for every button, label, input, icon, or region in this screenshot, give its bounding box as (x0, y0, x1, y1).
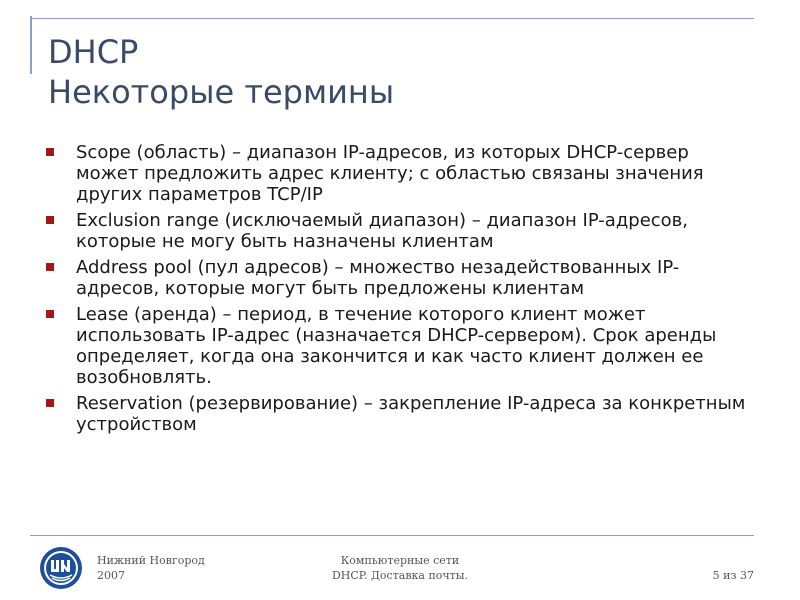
footer-course (300, 553, 500, 583)
square-bullet-icon (46, 310, 54, 318)
footer-course-name: Компьютерные сети (340, 554, 460, 567)
bullet-text: Exclusion range (исключаемый диапазон) – диапазон IP-адресов, которые не могу быть назначены клиентам (76, 210, 689, 252)
footer-lecture-topic: DHCP. Доставка почты. (331, 569, 469, 582)
university-logo-icon (39, 546, 83, 590)
bullet-item (42, 257, 752, 299)
square-bullet-icon (46, 216, 54, 224)
bullet-item (42, 210, 752, 252)
bullet-list (42, 142, 752, 440)
bullet-item (42, 304, 752, 388)
title-line-2: Некоторые термины (48, 73, 395, 111)
bullet-text: Lease (аренда) – период, в течение которого клиент может использовать IP-адрес (назначается DHCP-сервером). Срок аренды определяет, когда она закончится и как часто клиент должен ее возобновлять. (76, 304, 717, 388)
bullet-item (42, 393, 752, 435)
title-line-1: DHCP (48, 33, 139, 71)
bullet-text: Reservation (резервирование) – закрепление IP-адреса за конкретным устройством (76, 393, 746, 435)
square-bullet-icon (46, 148, 54, 156)
title-accent-rule (30, 16, 32, 74)
top-divider (30, 18, 754, 19)
footer-divider (30, 535, 754, 536)
footer-city: Нижний Новгород (97, 554, 205, 567)
slide-title (48, 32, 394, 112)
footer-location-year (97, 553, 205, 583)
page-number: 5 из 37 (712, 569, 754, 582)
square-bullet-icon (46, 399, 54, 407)
bullet-item (42, 142, 752, 205)
bullet-text: Scope (область) – диапазон IP-адресов, из которых DHCP-сервер может предложить адрес клиенту; с областью связаны значения других параметров TCP/IP (76, 142, 704, 205)
bullet-text: Address pool (пул адресов) – множество незадействованных IP-адресов, которые могут быть предложены клиентам (76, 257, 680, 299)
footer-year: 2007 (97, 569, 125, 582)
square-bullet-icon (46, 263, 54, 271)
